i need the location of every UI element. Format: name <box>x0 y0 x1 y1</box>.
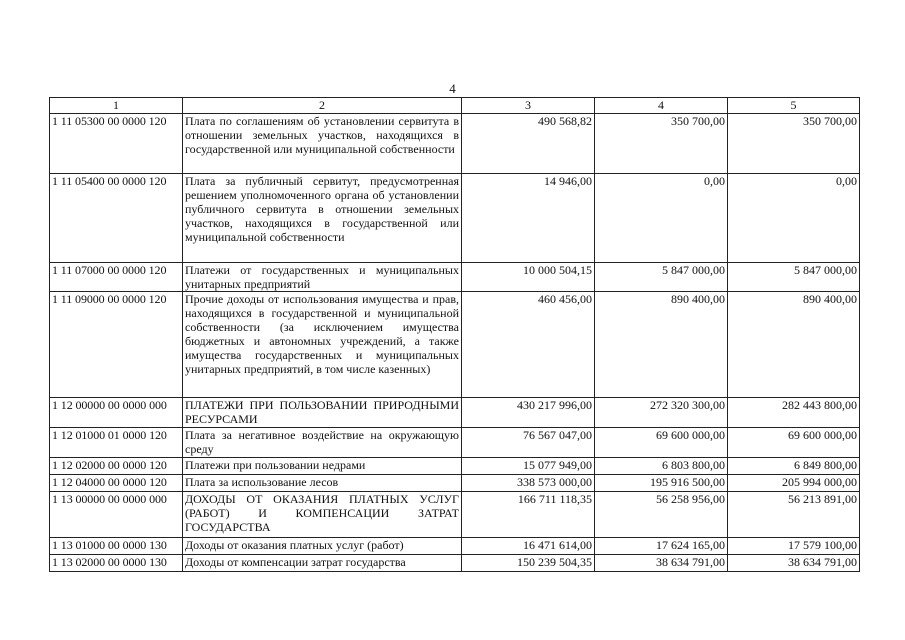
amount-col4: 350 700,00 <box>595 114 728 174</box>
table-row <box>50 114 860 174</box>
amount-col3: 16 471 614,00 <box>462 538 595 555</box>
table-row <box>50 263 860 292</box>
amount-col5: 350 700,00 <box>728 114 860 174</box>
amount-col4: 56 258 956,00 <box>595 492 728 538</box>
table-header-row <box>50 98 860 114</box>
column-header: 4 <box>595 98 728 114</box>
amount-col5: 282 443 800,00 <box>728 398 860 428</box>
page-number: 4 <box>449 81 456 96</box>
income-name: ДОХОДЫ ОТ ОКАЗАНИЯ ПЛАТНЫХ УСЛУГ (РАБОТ) И КОМПЕНСАЦИИ ЗАТРАТ ГОСУДАРСТВА <box>183 492 462 538</box>
table-row <box>50 492 860 538</box>
budget-code: 1 12 00000 00 0000 000 <box>50 398 183 428</box>
amount-col5: 0,00 <box>728 174 860 263</box>
column-header: 5 <box>728 98 860 114</box>
budget-code: 1 13 01000 00 0000 130 <box>50 538 183 555</box>
amount-col3: 150 239 504,35 <box>462 555 595 572</box>
amount-col4: 890 400,00 <box>595 292 728 398</box>
table-row <box>50 538 860 555</box>
budget-code: 1 12 04000 00 0000 120 <box>50 475 183 492</box>
amount-col4: 17 624 165,00 <box>595 538 728 555</box>
income-name: Платежи от государственных и муниципальных унитарных предприятий <box>183 263 462 292</box>
amount-col4: 38 634 791,00 <box>595 555 728 572</box>
amount-col3: 10 000 504,15 <box>462 263 595 292</box>
budget-code: 1 11 05400 00 0000 120 <box>50 174 183 263</box>
table-row <box>50 555 860 572</box>
table-row <box>50 174 860 263</box>
budget-table <box>49 97 860 572</box>
table-row <box>50 428 860 458</box>
budget-code: 1 11 09000 00 0000 120 <box>50 292 183 398</box>
column-header: 1 <box>50 98 183 114</box>
amount-col3: 338 573 000,00 <box>462 475 595 492</box>
amount-col3: 490 568,82 <box>462 114 595 174</box>
table-row <box>50 398 860 428</box>
amount-col5: 6 849 800,00 <box>728 458 860 475</box>
budget-code: 1 13 00000 00 0000 000 <box>50 492 183 538</box>
table-row <box>50 475 860 492</box>
income-name: Плата за использование лесов <box>183 475 462 492</box>
amount-col3: 430 217 996,00 <box>462 398 595 428</box>
budget-code: 1 11 05300 00 0000 120 <box>50 114 183 174</box>
budget-code: 1 11 07000 00 0000 120 <box>50 263 183 292</box>
income-name: Плата по соглашениям об установлении сервитута в отношении земельных участков, находящихся в государственной или муниципальной собственности <box>183 114 462 174</box>
amount-col4: 5 847 000,00 <box>595 263 728 292</box>
amount-col3: 15 077 949,00 <box>462 458 595 475</box>
income-name: Прочие доходы от использования имущества и прав, находящихся в государственной и муниципальной собственности (за исключением имущества бюджетных и автономных учреждений, а также имущества государственных и муниципальных унитарных предприятий, в том числе казенных) <box>183 292 462 398</box>
budget-code: 1 13 02000 00 0000 130 <box>50 555 183 572</box>
amount-col3: 460 456,00 <box>462 292 595 398</box>
amount-col5: 56 213 891,00 <box>728 492 860 538</box>
amount-col4: 0,00 <box>595 174 728 263</box>
amount-col3: 14 946,00 <box>462 174 595 263</box>
amount-col3: 166 711 118,35 <box>462 492 595 538</box>
budget-code: 1 12 01000 01 0000 120 <box>50 428 183 458</box>
income-name: ПЛАТЕЖИ ПРИ ПОЛЬЗОВАНИИ ПРИРОДНЫМИ РЕСУРСАМИ <box>183 398 462 428</box>
amount-col4: 272 320 300,00 <box>595 398 728 428</box>
income-name: Доходы от оказания платных услуг (работ) <box>183 538 462 555</box>
budget-code: 1 12 02000 00 0000 120 <box>50 458 183 475</box>
column-header: 2 <box>183 98 462 114</box>
amount-col5: 205 994 000,00 <box>728 475 860 492</box>
income-name: Платежи при пользовании недрами <box>183 458 462 475</box>
amount-col5: 17 579 100,00 <box>728 538 860 555</box>
amount-col5: 38 634 791,00 <box>728 555 860 572</box>
amount-col5: 890 400,00 <box>728 292 860 398</box>
amount-col4: 195 916 500,00 <box>595 475 728 492</box>
income-name: Плата за негативное воздействие на окружающую среду <box>183 428 462 458</box>
amount-col4: 69 600 000,00 <box>595 428 728 458</box>
column-header: 3 <box>462 98 595 114</box>
table-row <box>50 458 860 475</box>
income-name: Плата за публичный сервитут, предусмотренная решением уполномоченного органа об установлении публичного сервитута в отношении земельных участков, находящихся в государственной или муниципальной собственности <box>183 174 462 263</box>
amount-col5: 69 600 000,00 <box>728 428 860 458</box>
amount-col3: 76 567 047,00 <box>462 428 595 458</box>
amount-col5: 5 847 000,00 <box>728 263 860 292</box>
amount-col4: 6 803 800,00 <box>595 458 728 475</box>
income-name: Доходы от компенсации затрат государства <box>183 555 462 572</box>
table-row <box>50 292 860 398</box>
